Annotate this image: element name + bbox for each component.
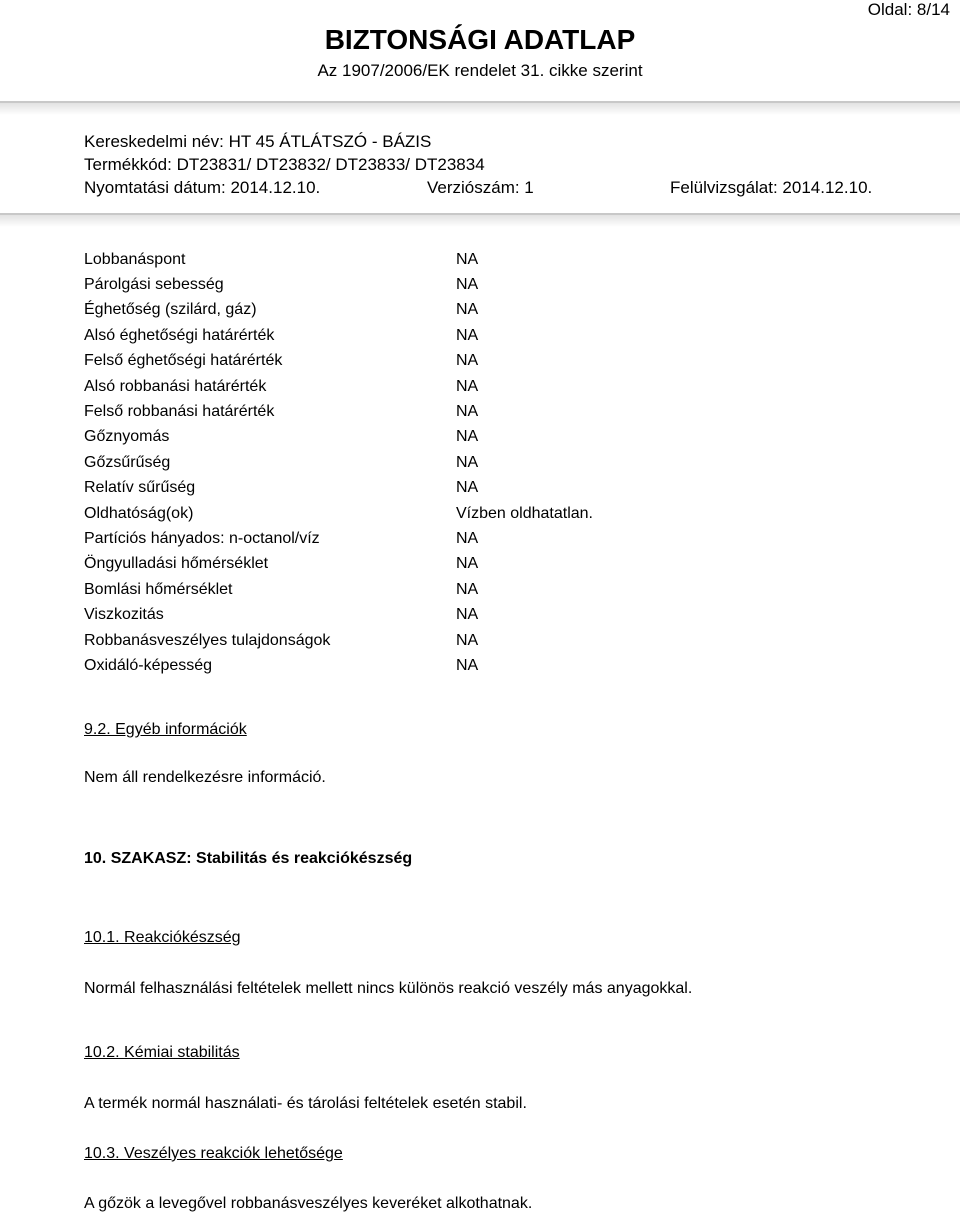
property-label: Gőznyomás — [84, 428, 170, 446]
property-row — [84, 298, 684, 323]
document-subtitle: Az 1907/2006/EK rendelet 31. cikke szerint — [317, 61, 643, 80]
property-value: NA — [456, 403, 479, 421]
section-10-2-heading: 10.2. Kémiai stabilitás — [84, 1044, 240, 1061]
property-label: Oxidáló-képesség — [84, 656, 213, 674]
property-value: NA — [456, 352, 479, 370]
section-10-3-heading: 10.3. Veszélyes reakciók lehetősége — [84, 1145, 343, 1162]
property-value: NA — [456, 529, 479, 547]
property-value: NA — [456, 479, 479, 497]
property-label: Párolgási sebesség — [84, 276, 224, 294]
property-label: Lobbanáspont — [84, 250, 186, 268]
property-value: NA — [456, 631, 479, 649]
property-value: NA — [456, 606, 479, 624]
property-label: Felső éghetőségi határérték — [84, 352, 283, 370]
property-label: Alsó éghetőségi határérték — [84, 326, 275, 344]
property-value: NA — [456, 453, 479, 471]
property-row — [84, 501, 684, 526]
property-value: NA — [456, 276, 479, 294]
product-code: Termékkód: DT23831/ DT23832/ DT23833/ DT23834 — [84, 155, 485, 174]
property-value: NA — [456, 377, 479, 395]
section-10-heading: 10. SZAKASZ: Stabilitás és reakciókészség — [84, 850, 413, 867]
property-value: NA — [456, 656, 479, 674]
property-value: NA — [456, 326, 479, 344]
revision-date: Felülvizsgálat: 2014.12.10. — [670, 178, 873, 197]
property-label: Éghetőség (szilárd, gáz) — [84, 301, 257, 319]
section-9-2-text: Nem áll rendelkezésre információ. — [84, 769, 326, 786]
property-value: NA — [456, 250, 479, 268]
property-label: Öngyulladási hőmérséklet — [84, 555, 269, 573]
property-row — [84, 526, 684, 551]
section-10-1-text: Normál felhasználási feltételek mellett nincs különös reakció veszély más anyagokkal. — [84, 980, 693, 997]
properties-table — [84, 247, 684, 679]
property-row — [84, 247, 684, 272]
property-value: NA — [456, 580, 479, 598]
header-divider — [0, 101, 960, 115]
property-row — [84, 602, 684, 627]
page-number: Oldal: 8/14 — [867, 0, 950, 19]
document-title: BIZTONSÁGI ADATLAP — [324, 24, 636, 55]
property-label: Alsó robbanási határérték — [84, 377, 267, 395]
property-value: NA — [456, 555, 479, 573]
section-10-3-text: A gőzök a levegővel robbanásveszélyes keveréket alkothatnak. — [84, 1195, 533, 1212]
property-label: Relatív sűrűség — [84, 479, 196, 497]
property-label: Partíciós hányados: n-octanol/víz — [84, 529, 320, 547]
property-row — [84, 272, 684, 297]
property-label: Viszkozitás — [84, 606, 164, 624]
property-row — [84, 349, 684, 374]
property-value: NA — [456, 428, 479, 446]
section-10-2-text: A termék normál használati- és tárolási feltételek esetén stabil. — [84, 1095, 527, 1112]
property-row — [84, 653, 684, 678]
property-row — [84, 323, 684, 348]
section-9-2-heading: 9.2. Egyéb információk — [84, 721, 247, 738]
section-10-1-heading: 10.1. Reakciókészség — [84, 929, 241, 946]
property-value: NA — [456, 301, 479, 319]
version-number: Verziószám: 1 — [427, 178, 534, 197]
property-row — [84, 425, 684, 450]
property-label: Oldhatóság(ok) — [84, 504, 194, 522]
property-value: Vízben oldhatatlan. — [456, 504, 593, 522]
print-date: Nyomtatási dátum: 2014.12.10. — [84, 178, 321, 197]
property-row — [84, 628, 684, 653]
property-row — [84, 399, 684, 424]
property-label: Gőzsűrűség — [84, 453, 171, 471]
property-row — [84, 577, 684, 602]
property-label: Robbanásveszélyes tulajdonságok — [84, 631, 331, 649]
property-label: Felső robbanási határérték — [84, 403, 275, 421]
property-row — [84, 374, 684, 399]
property-row — [84, 476, 684, 501]
property-row — [84, 552, 684, 577]
property-label: Bomlási hőmérséklet — [84, 580, 233, 598]
trade-name: Kereskedelmi név: HT 45 ÁTLÁTSZÓ - BÁZIS — [84, 132, 432, 151]
meta-divider — [0, 213, 960, 227]
property-row — [84, 450, 684, 475]
